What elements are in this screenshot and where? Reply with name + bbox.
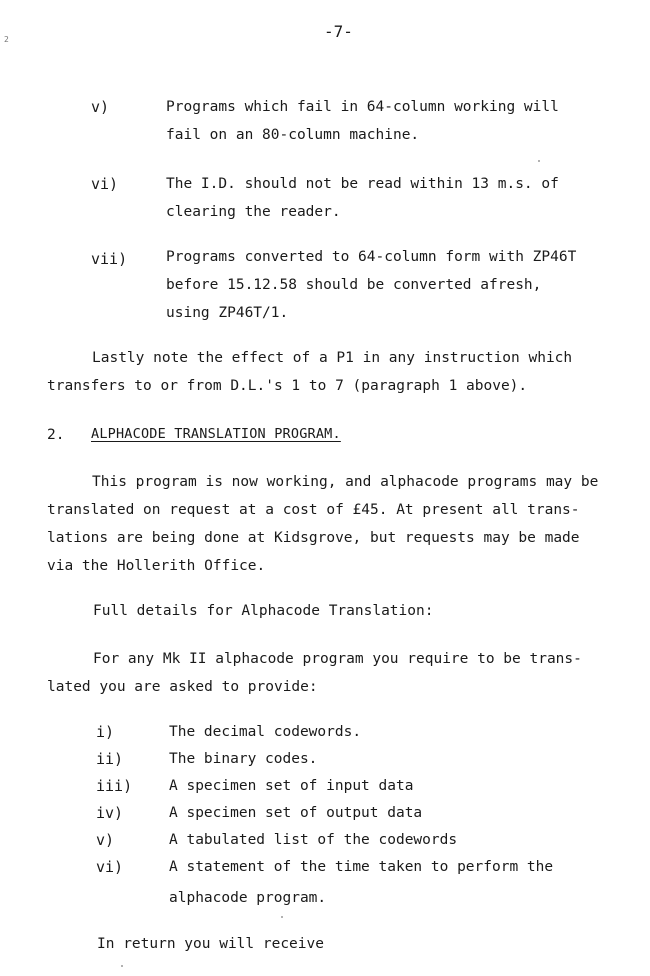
requirement-marker: v) (96, 831, 115, 849)
requirement-line: The decimal codewords. (169, 724, 362, 740)
requirement-line: The binary codes. (169, 751, 318, 767)
closing-line: In return you will receive (97, 936, 324, 952)
requirement-marker: ii) (96, 750, 124, 768)
scan-speck (281, 916, 283, 918)
paragraph-line: via the Hollerith Office. (47, 558, 266, 574)
requirement-marker: iii) (96, 777, 133, 795)
paragraph-line: lated you are asked to provide: (47, 679, 318, 695)
requirement-marker: i) (96, 723, 115, 741)
paragraph-line: Lastly note the effect of a P1 in any instruction which (92, 350, 573, 366)
top-item-line: Programs which fail in 64-column working will (166, 99, 559, 115)
paragraph-line: lations are being done at Kidsgrove, but requests may be made (47, 530, 580, 546)
margin-mark: 2 (4, 35, 9, 44)
requirement-line: alphacode program. (169, 890, 327, 906)
requirement-line: A specimen set of input data (169, 778, 414, 794)
requirement-line: A tabulated list of the codewords (169, 832, 458, 848)
scan-speck (121, 965, 123, 967)
requirement-line: A statement of the time taken to perform the (169, 859, 554, 875)
top-item-line: clearing the reader. (166, 204, 341, 220)
paragraph-line: This program is now working, and alphacode programs may be (92, 474, 599, 490)
top-item-line: before 15.12.58 should be converted afresh, (166, 277, 542, 293)
top-item-line: fail on an 80-column machine. (166, 127, 420, 143)
requirement-line: A specimen set of output data (169, 805, 423, 821)
page-number: -7- (324, 22, 353, 41)
top-item-marker: vi) (91, 175, 119, 193)
top-item-marker: vii) (91, 250, 128, 268)
top-item-line: Programs converted to 64-column form with ZP46T (166, 249, 577, 265)
paragraph-line: transfers to or from D.L.'s 1 to 7 (paragraph 1 above). (47, 378, 528, 394)
requirement-marker: iv) (96, 804, 124, 822)
paragraph-line: For any Mk II alphacode program you require to be trans- (93, 651, 582, 667)
details-line: Full details for Alphacode Translation: (93, 603, 434, 619)
top-item-line: The I.D. should not be read within 13 m.s. of (166, 176, 559, 192)
section-number: 2. (47, 427, 65, 443)
paragraph-line: translated on request at a cost of £45. At present all trans- (47, 502, 580, 518)
section-title: ALPHACODE TRANSLATION PROGRAM. (91, 426, 341, 442)
requirement-marker: vi) (96, 858, 124, 876)
top-item-marker: v) (91, 98, 110, 116)
scan-speck (538, 160, 540, 162)
top-item-line: using ZP46T/1. (166, 305, 289, 321)
